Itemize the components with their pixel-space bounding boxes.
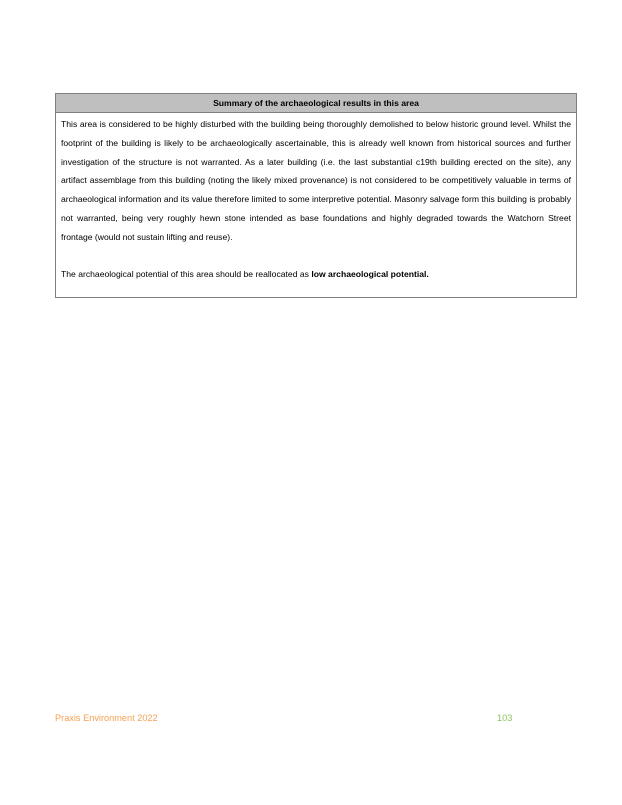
conclusion-emphasis: low archaeological potential.: [311, 268, 429, 279]
summary-conclusion: [61, 265, 571, 284]
summary-paragraph: This area is considered to be highly disturbed with the building being thoroughly demolished to below historic ground level. Whilst the footprint of the building is likely to be archaeologically ascertainable, this is already well known from historical sources and further investigation of the structure is not warranted. As a later building (i.e. the last substantial c19th building erected on the site), any artifact assemblage from this building (noting the likely mixed provenance) is not considered to be competitively valuable in terms of archaeological information and its value therefore limited to some interpretive potential. Masonry salvage form this building is probably not warranted, being very roughly hewn stone intended as base foundations and highly degraded towards the Watchorn Street frontage (would not sustain lifting and reuse).: [61, 119, 571, 242]
summary-heading: Summary of the archaeological results in this area: [56, 94, 576, 113]
summary-body: [56, 113, 576, 283]
conclusion-prefix: The archaeological potential of this area should be reallocated as: [61, 268, 312, 279]
summary-table: [55, 93, 577, 298]
footer-company: Praxis Environment 2022: [55, 713, 158, 723]
footer-page-number: 103: [497, 713, 513, 723]
